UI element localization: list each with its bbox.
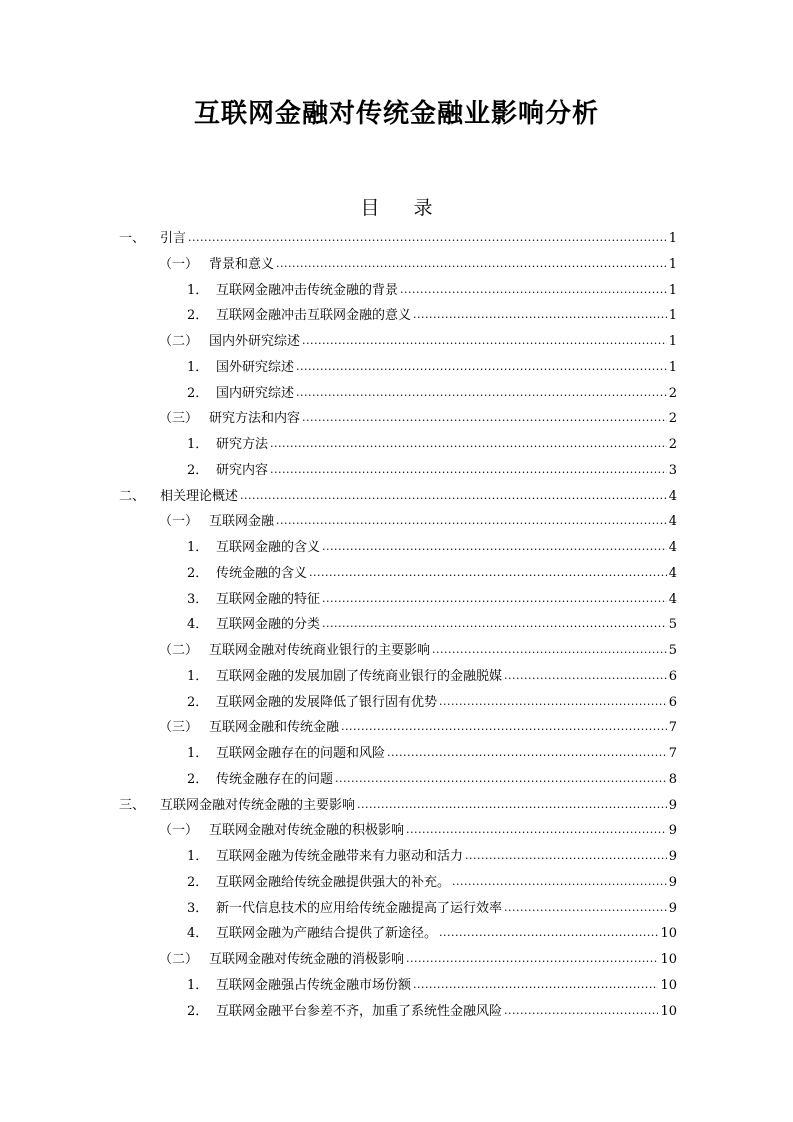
toc-page-number: 1 xyxy=(668,282,677,298)
toc-entry-title: 互联网金融为产融结合提供了新途径。 xyxy=(216,926,438,942)
toc-entry-title: 研究方法 xyxy=(216,437,269,452)
toc-entry-title: 互联网金融存在的问题和风险 xyxy=(216,746,386,761)
toc-dot-leader xyxy=(413,972,658,998)
toc-dot-leader xyxy=(465,843,667,869)
toc-entry[interactable] xyxy=(119,587,677,613)
toc-page-number: 1 xyxy=(668,231,677,246)
toc-page-number: 9 xyxy=(668,797,677,813)
toc-entry-title: 传统金融的含义 xyxy=(216,565,308,581)
document-title: 互联网金融对传统金融业影响分析 xyxy=(193,99,599,129)
toc-dot-leader xyxy=(439,920,658,946)
toc-entry-title: 互联网金融平台参差不齐，加重了系统性金融风险 xyxy=(216,1003,503,1019)
toc-entry-number: 1． xyxy=(187,746,209,761)
table-of-contents xyxy=(119,226,677,1024)
toc-entry-number: 2． xyxy=(187,565,209,581)
toc-dot-leader xyxy=(357,792,667,818)
toc-heading: 目 录 xyxy=(360,197,447,219)
toc-entry[interactable] xyxy=(119,535,677,561)
toc-entry-title: 新一代信息技术的应用给传统金融提高了运行效率 xyxy=(216,900,503,916)
toc-entry[interactable] xyxy=(119,767,677,793)
toc-dot-leader xyxy=(504,663,667,689)
toc-entry-number: 2． xyxy=(187,462,209,478)
toc-dot-leader xyxy=(504,998,658,1024)
toc-entry[interactable] xyxy=(119,561,677,587)
toc-entry[interactable] xyxy=(119,329,677,355)
toc-page-number: 3 xyxy=(668,462,677,478)
toc-entry-title: 互联网金融为传统金融带来有力驱动和活力 xyxy=(216,849,464,864)
toc-dot-leader xyxy=(309,560,667,586)
toc-entry-number: 1． xyxy=(187,282,209,298)
toc-entry[interactable] xyxy=(119,999,677,1025)
toc-entry[interactable] xyxy=(119,896,677,922)
toc-page-number: 9 xyxy=(668,900,677,916)
toc-entry[interactable] xyxy=(119,664,677,690)
toc-page-number: 1 xyxy=(668,334,677,349)
toc-page-number: 9 xyxy=(668,849,677,864)
toc-entry-number: 4． xyxy=(187,926,209,942)
toc-entry-number: 1． xyxy=(187,849,209,864)
toc-entry-number: 2． xyxy=(187,694,209,710)
toc-entry[interactable] xyxy=(119,870,677,896)
toc-page-number: 9 xyxy=(668,823,677,839)
toc-dot-leader xyxy=(322,534,667,560)
toc-entry-number: （二） xyxy=(159,952,199,967)
toc-page-number: 2 xyxy=(668,437,677,452)
toc-entry-number: 3． xyxy=(187,900,209,916)
toc-page-number: 4 xyxy=(668,514,677,530)
toc-entry-title: 国外研究综述 xyxy=(216,359,295,375)
toc-page-number: 9 xyxy=(668,874,677,890)
toc-page-number: 7 xyxy=(668,746,677,761)
toc-entry-number: （三） xyxy=(159,720,199,736)
toc-entry-title: 互联网金融冲击互联网金融的意义 xyxy=(216,308,412,324)
toc-entry[interactable] xyxy=(119,638,677,664)
toc-page-number: 10 xyxy=(660,926,677,942)
toc-entry-title: 互联网金融对传统商业银行的主要影响 xyxy=(209,643,431,658)
toc-entry-number: 1． xyxy=(187,540,209,555)
toc-dot-leader xyxy=(296,354,667,380)
toc-entry[interactable] xyxy=(119,973,677,999)
toc-entry-number: 2． xyxy=(187,308,209,324)
toc-entry[interactable] xyxy=(119,406,677,432)
toc-page-number: 8 xyxy=(668,771,677,787)
toc-entry-number: 3． xyxy=(187,591,209,607)
toc-entry[interactable] xyxy=(119,947,677,973)
toc-entry-number: 2． xyxy=(187,771,209,787)
toc-dot-leader xyxy=(341,714,667,740)
toc-entry[interactable] xyxy=(119,226,677,252)
toc-entry-title: 互联网金融的特征 xyxy=(216,591,321,607)
toc-dot-leader xyxy=(335,766,667,792)
toc-page-number: 5 xyxy=(668,643,677,658)
toc-page-number: 4 xyxy=(668,540,677,555)
toc-dot-leader xyxy=(406,817,667,843)
toc-page-number: 1 xyxy=(668,256,677,272)
toc-entry-number: （一） xyxy=(159,823,199,839)
toc-entry[interactable] xyxy=(119,432,677,458)
toc-entry-title: 互联网金融的含义 xyxy=(216,540,321,555)
toc-entry-title: 国内外研究综述 xyxy=(209,334,301,349)
toc-dot-leader xyxy=(432,637,667,663)
toc-page-number: 2 xyxy=(668,385,677,401)
toc-entry-number: 1． xyxy=(187,359,209,375)
toc-dot-leader xyxy=(413,302,667,328)
toc-entry-title: 互联网金融对传统金融的积极影响 xyxy=(209,823,405,839)
toc-entry-number: 2． xyxy=(187,874,209,890)
toc-page-number: 6 xyxy=(668,668,677,684)
toc-page-number: 2 xyxy=(668,411,677,427)
toc-entry[interactable] xyxy=(119,690,677,716)
toc-entry-number: 三、 xyxy=(119,797,146,813)
toc-dot-leader xyxy=(439,689,667,715)
toc-entry[interactable] xyxy=(119,741,677,767)
toc-entry-number: （三） xyxy=(159,411,199,427)
toc-entry-number: （二） xyxy=(159,643,199,658)
toc-entry-title: 互联网金融强占传统金融市场份额 xyxy=(216,977,412,993)
toc-dot-leader xyxy=(322,586,667,612)
toc-dot-leader xyxy=(406,946,658,972)
toc-entry-title: 互联网金融 xyxy=(209,514,275,530)
toc-dot-leader xyxy=(276,508,667,534)
toc-entry-number: （一） xyxy=(159,256,199,272)
toc-entry-number: 1． xyxy=(187,977,209,993)
toc-dot-leader xyxy=(270,457,667,483)
toc-entry[interactable] xyxy=(119,303,677,329)
toc-entry-number: 4． xyxy=(187,617,209,633)
toc-entry-number: （一） xyxy=(159,514,199,530)
toc-dot-leader xyxy=(322,611,667,637)
toc-dot-leader xyxy=(270,431,667,457)
toc-entry[interactable] xyxy=(119,818,677,844)
toc-entry-number: 2． xyxy=(187,1003,209,1019)
toc-page-number: 10 xyxy=(660,1003,677,1019)
toc-entry[interactable] xyxy=(119,252,677,278)
toc-page-number: 10 xyxy=(660,977,677,993)
toc-entry[interactable] xyxy=(119,458,677,484)
toc-entry-title: 互联网金融和传统金融 xyxy=(209,720,340,736)
toc-page-number: 1 xyxy=(668,308,677,324)
toc-entry-number: 2． xyxy=(187,385,209,401)
toc-entry-title: 互联网金融的分类 xyxy=(216,617,321,633)
toc-page-number: 7 xyxy=(668,720,677,736)
toc-dot-leader xyxy=(387,740,667,766)
toc-dot-leader xyxy=(452,869,667,895)
toc-entry[interactable] xyxy=(119,612,677,638)
toc-entry-title: 传统金融存在的问题 xyxy=(216,771,334,787)
toc-dot-leader xyxy=(188,225,667,251)
toc-dot-leader xyxy=(302,328,667,354)
toc-entry-title: 相关理论概述 xyxy=(160,488,239,504)
toc-dot-leader xyxy=(296,380,667,406)
toc-entry-title: 引言 xyxy=(160,231,187,246)
toc-entry-number: 1． xyxy=(187,668,209,684)
toc-page-number: 4 xyxy=(668,488,677,504)
toc-entry-title: 研究方法和内容 xyxy=(209,411,301,427)
toc-entry-title: 互联网金融对传统金融的消极影响 xyxy=(209,952,405,967)
toc-dot-leader xyxy=(504,895,667,921)
toc-page-number: 4 xyxy=(668,565,677,581)
toc-page-number: 1 xyxy=(668,359,677,375)
toc-entry-title: 互联网金融给传统金融提供强大的补充。 xyxy=(216,874,451,890)
toc-entry[interactable] xyxy=(119,381,677,407)
toc-entry-number: 二、 xyxy=(119,488,146,504)
toc-entry[interactable] xyxy=(119,278,677,304)
toc-entry-title: 互联网金融冲击传统金融的背景 xyxy=(216,282,399,298)
toc-entry-number: 一、 xyxy=(119,231,146,246)
toc-dot-leader xyxy=(240,483,667,509)
toc-dot-leader xyxy=(276,251,667,277)
toc-entry[interactable] xyxy=(119,715,677,741)
toc-entry-title: 研究内容 xyxy=(216,462,269,478)
toc-entry-title: 互联网金融的发展降低了银行固有优势 xyxy=(216,694,438,710)
toc-entry-number: （二） xyxy=(159,334,199,349)
toc-entry[interactable] xyxy=(119,793,677,819)
toc-entry-title: 互联网金融对传统金融的主要影响 xyxy=(160,797,356,813)
toc-dot-leader xyxy=(400,277,667,303)
toc-entry-title: 国内研究综述 xyxy=(216,385,295,401)
toc-entry-title: 背景和意义 xyxy=(209,256,275,272)
toc-entry[interactable] xyxy=(119,844,677,870)
toc-entry-title: 互联网金融的发展加剧了传统商业银行的金融脱媒 xyxy=(216,668,503,684)
toc-dot-leader xyxy=(302,405,667,431)
toc-entry[interactable] xyxy=(119,484,677,510)
toc-page-number: 4 xyxy=(668,591,677,607)
toc-entry[interactable] xyxy=(119,509,677,535)
toc-page-number: 5 xyxy=(668,617,677,633)
toc-entry[interactable] xyxy=(119,921,677,947)
toc-page-number: 10 xyxy=(660,952,677,967)
toc-entry-number: 1． xyxy=(187,437,209,452)
toc-page-number: 6 xyxy=(668,694,677,710)
toc-entry[interactable] xyxy=(119,355,677,381)
